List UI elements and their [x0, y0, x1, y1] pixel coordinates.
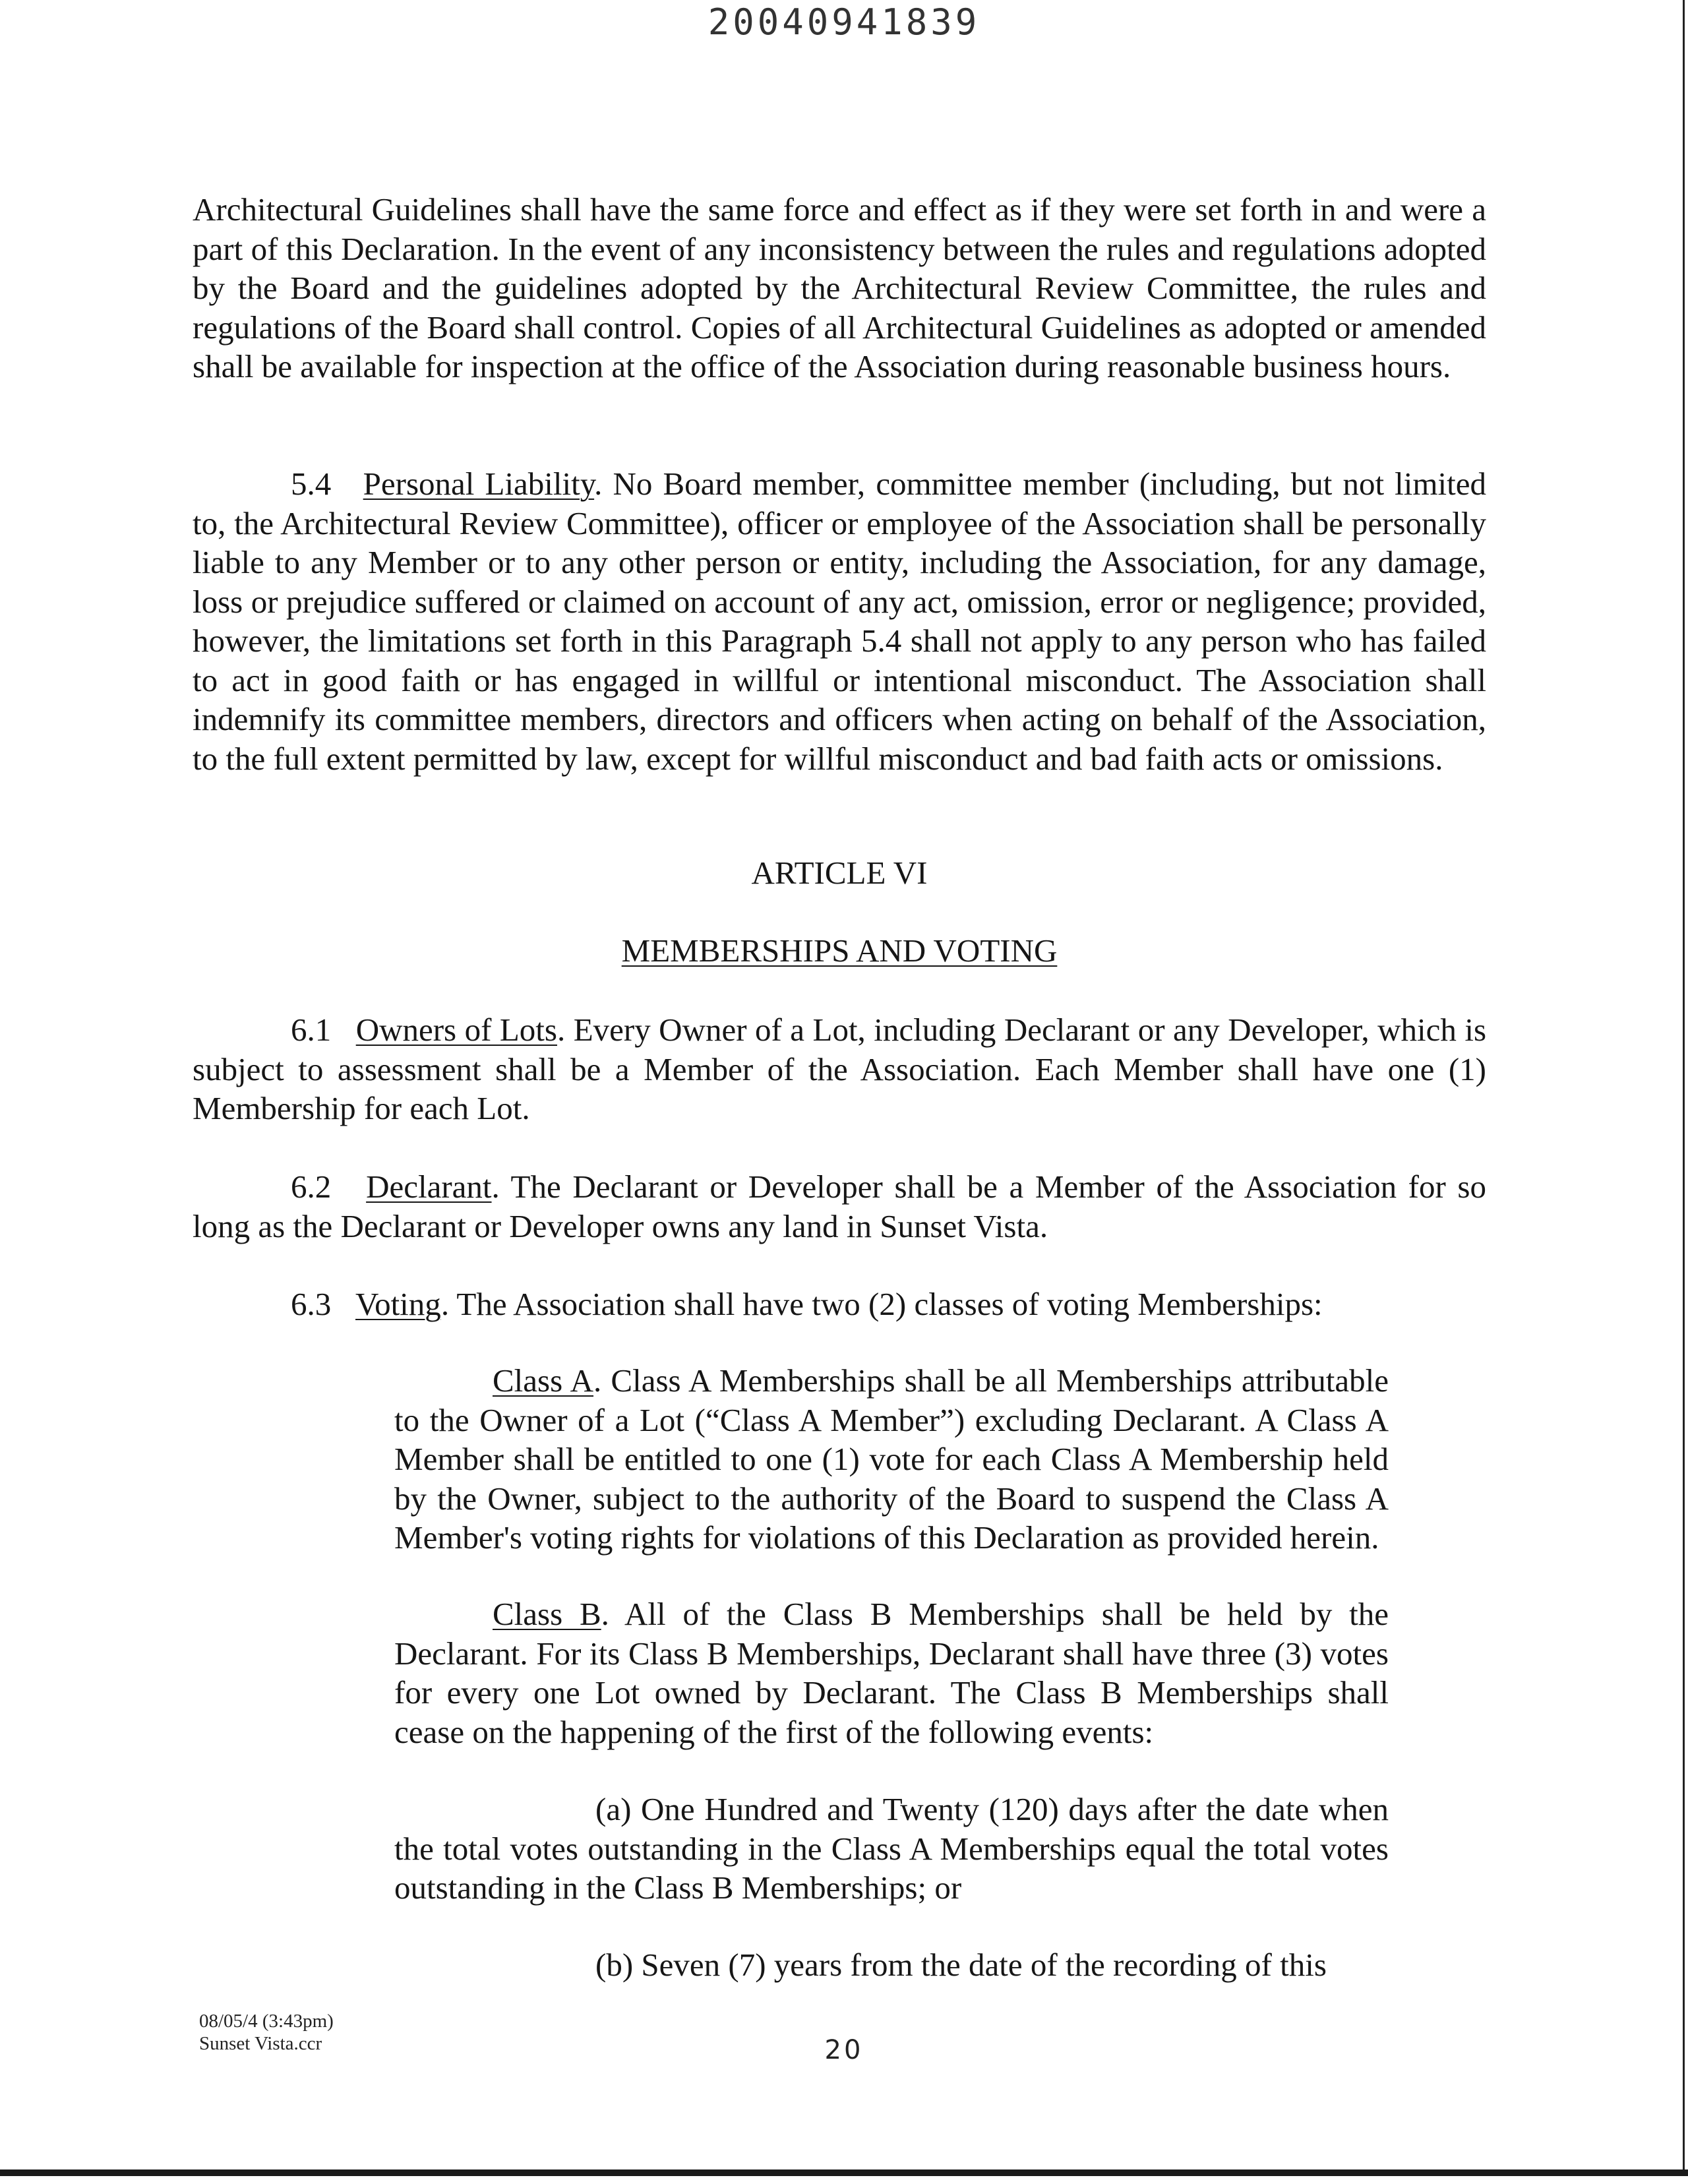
article-title-text: MEMBERSHIPS AND VOTING [621, 932, 1058, 969]
section-6-3-number: 6.3 [291, 1286, 332, 1322]
section-6-3-paragraph [193, 1285, 1486, 1324]
class-a-heading: Class A [493, 1362, 594, 1399]
class-b [394, 1594, 1389, 1751]
class-b-paragraph [394, 1594, 1389, 1751]
section-5-4 [193, 464, 1486, 778]
section-6-2-paragraph [193, 1167, 1486, 1246]
section-6-2-heading: Declarant [366, 1168, 492, 1205]
class-a-paragraph [394, 1361, 1389, 1558]
section-6-1-paragraph [193, 1010, 1486, 1128]
footer-date-stamp: 08/05/4 (3:43pm) [199, 2011, 334, 2032]
section-6-1-text: . Every Owner of a Lot, including Declarant or any Developer, which is subject to assessment shall be a Member of the Association. Each Member shall have one (1) Membership for each Lot. [193, 1012, 1487, 1126]
page-bottom-rule [0, 2169, 1688, 2176]
event-b-text: (b) Seven (7) years from the date of the recording of this [595, 1947, 1327, 1983]
page-right-edge [1683, 0, 1685, 2169]
section-5-4-number: 5.4 [291, 466, 332, 502]
section-6-1 [193, 1010, 1486, 1128]
section-6-3-text: . The Association shall have two (2) classes of voting Memberships: [440, 1286, 1323, 1322]
section-6-1-number: 6.1 [291, 1012, 332, 1048]
section-6-3 [193, 1285, 1486, 1324]
event-a-text: (a) One Hundred and Twenty (120) days after the date when the total votes outstanding in the Class A Memberships equal the total votes outstanding in the Class B Memberships; or [394, 1791, 1389, 1906]
section-6-2-number: 6.2 [291, 1168, 332, 1205]
section-5-4-paragraph [193, 464, 1486, 778]
event-a [394, 1790, 1389, 1908]
page-number: 20 [824, 2035, 864, 2065]
section-6-3-heading: Voting [355, 1286, 441, 1322]
section-5-4-heading: Personal Liability [363, 466, 595, 502]
class-a-text: . Class A Memberships shall be all Memberships attributable to the Owner of a Lot (“Class A Member”) excluding Declarant. A Class A Member shall be entitled to one (1) vote for each Class A Membership held by the Owner, subject to the authority of the Board to suspend the Class A Member's voting rights for violations of this Declaration as provided herein. [394, 1362, 1389, 1556]
section-5-3-text: Architectural Guidelines shall have the same force and effect as if they were set forth in and were a part of this Declaration. In the event of any inconsistency between the rules and regulations adopted by the Board and the guidelines adopted by the Architectural Review Committee, the rules and regulations of the Board shall control. Copies of all Architectural Guidelines as adopted or amended shall be available for inspection at the office of the Association during reasonable business hours. [193, 191, 1486, 384]
recording-number: 20040941839 [708, 1, 980, 43]
article-number: ARTICLE VI [751, 855, 928, 891]
footer-file-name: Sunset Vista.ccr [199, 2033, 322, 2054]
class-a [394, 1361, 1389, 1558]
article-title [193, 931, 1486, 971]
class-b-heading: Class B [493, 1596, 601, 1632]
section-5-3-continued [193, 190, 1486, 386]
section-6-2-text: . The Declarant or Developer shall be a Member of the Association for so long as the Declarant or Developer owns any land in Sunset Vista. [193, 1168, 1487, 1244]
section-5-4-text: . No Board member, committee member (including, but not limited to, the Architectural Review Committee), officer or employee of the Association shall be personally liable to any Member or to any other person or entity, including the Association, for any damage, loss or prejudice suffered or claimed on account of any act, omission, error or negligence; provided, however, the limitations set forth in this Paragraph 5.4 shall not apply to any person who has failed to act in good faith or has engaged in willful or intentional misconduct. The Association shall indemnify its committee members, directors and officers when acting on behalf of the Association, to the full extent permitted by law, except for willful misconduct and bad faith acts or omissions. [193, 466, 1487, 777]
section-6-2 [193, 1167, 1486, 1246]
section-6-1-heading: Owners of Lots [355, 1012, 557, 1048]
event-b [394, 1945, 1389, 1985]
class-b-text: . All of the Class B Memberships shall be held by the Declarant. For its Class B Memberships, Declarant shall have three (3) votes for every one Lot owned by Declarant. The Class B Memberships shall cease on the happening of the first of the following events: [394, 1596, 1389, 1750]
